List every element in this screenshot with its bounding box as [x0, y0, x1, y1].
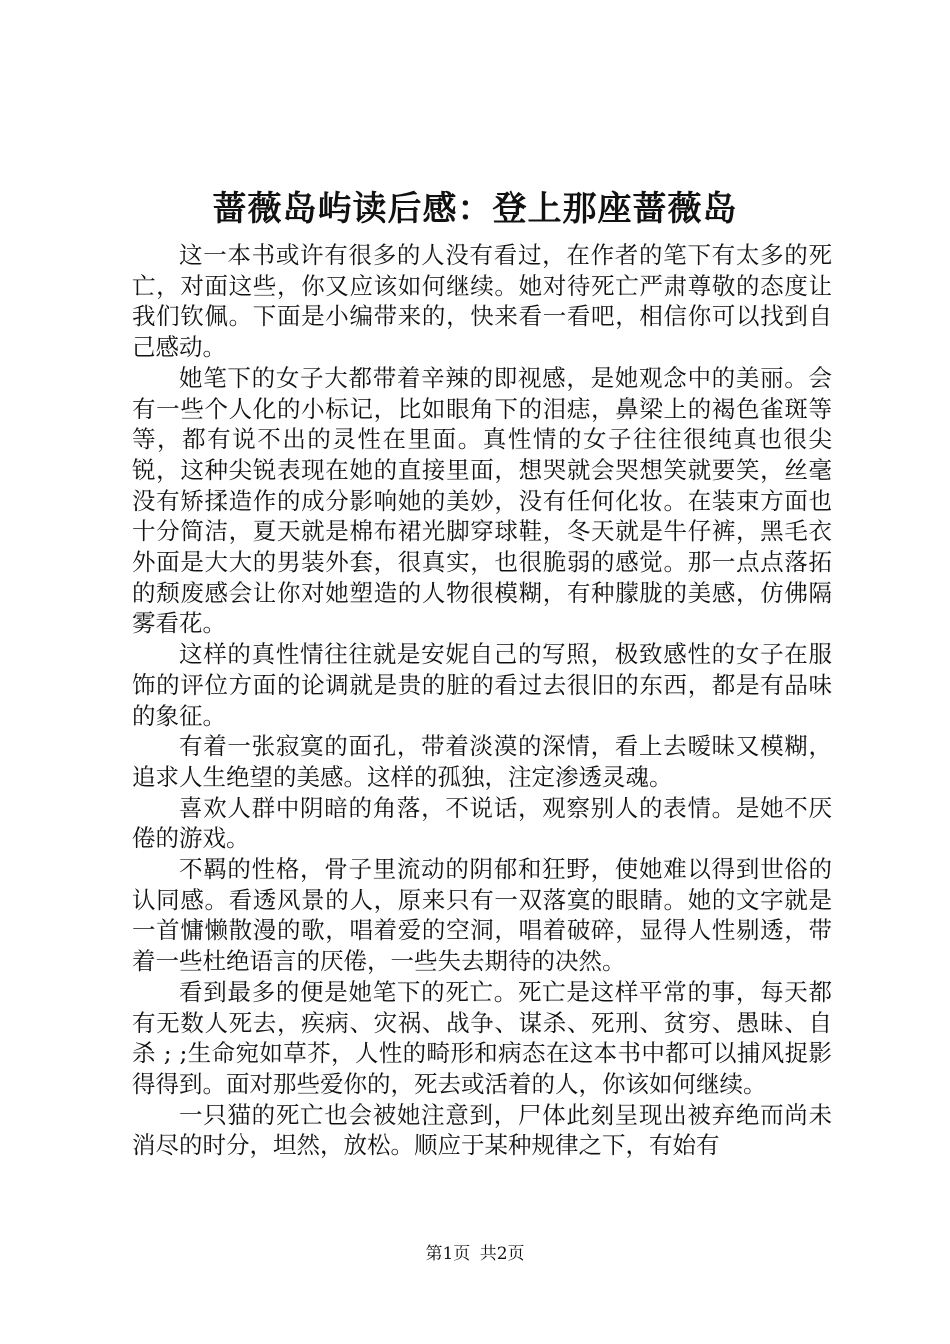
page-number: 第1页 — [425, 1244, 471, 1264]
paragraph: 不羁的性格，骨子里流动的阴郁和狂野，使她难以得到世俗的认同感。看透风景的人，原来只有一双落寞的眼睛。她的文字就是一首慵懒散漫的歌，唱着爱的空洞，唱着破碎，显得人性剔透，带着一些杜绝语言的厌倦，一些失去期待的决然。 — [132, 855, 832, 976]
page-total: 共2页 — [479, 1244, 525, 1264]
paragraph: 看到最多的便是她笔下的死亡。死亡是这样平常的事，每天都有无数人死去，疾病、灾祸、战争、谋杀、死刑、贫穷、愚昧、自杀 ; ;生命宛如草芥，人性的畸形和病态在这本书中都可以捕风捉影得得到。面对那些爱你的，死去或活着的人，你该如何继续。 — [132, 977, 832, 1098]
paragraph: 一只猫的死亡也会被她注意到，尸体此刻呈现出被弃绝而尚未消尽的时分，坦然，放松。顺应于某种规律之下，有始有 — [132, 1100, 832, 1160]
paragraph: 有着一张寂寞的面孔，带着淡漠的深情，看上去暧昧又模糊，追求人生绝望的美感。这样的孤独，注定渗透灵魂。 — [132, 732, 832, 791]
paragraph: 这样的真性情往往就是安妮自己的写照，极致感性的女子在服饰的评位方面的论调就是贵的脏的看过去很旧的东西，都是有品味的象征。 — [132, 640, 832, 730]
page-footer — [0, 1242, 950, 1266]
document-body — [132, 240, 832, 1161]
paragraph: 她笔下的女子大都带着辛辣的即视感，是她观念中的美丽。会有一些个人化的小标记，比如眼角下的泪痣，鼻梁上的褐色雀斑等等，都有说不出的灵性在里面。真性情的女子往往很纯真也很尖锐，这种尖锐表现在她的直接里面，想哭就会哭想笑就要笑，丝毫没有矫揉造作的成分影响她的美妙，没有任何化妆。在装束方面也十分简洁，夏天就是棉布裙光脚穿球鞋，冬天就是牛仔裤，黑毛衣外面是大大的男装外套，很真实，也很脆弱的感觉。那一点点落拓的颓废感会让你对她塑造的人物很模糊，有种朦胧的美感，仿佛隔雾看花。 — [132, 363, 832, 638]
document-title: 蔷薇岛屿读后感：登上那座蔷薇岛 — [212, 189, 738, 229]
paragraph: 这一本书或许有很多的人没有看过，在作者的笔下有太多的死亡，对面这些，你又应该如何继续。她对待死亡严肃尊敬的态度让我们钦佩。下面是小编带来的，快来看一看吧，相信你可以找到自己感动。 — [132, 241, 832, 362]
paragraph: 喜欢人群中阴暗的角落，不说话，观察别人的表情。是她不厌倦的游戏。 — [132, 793, 832, 853]
